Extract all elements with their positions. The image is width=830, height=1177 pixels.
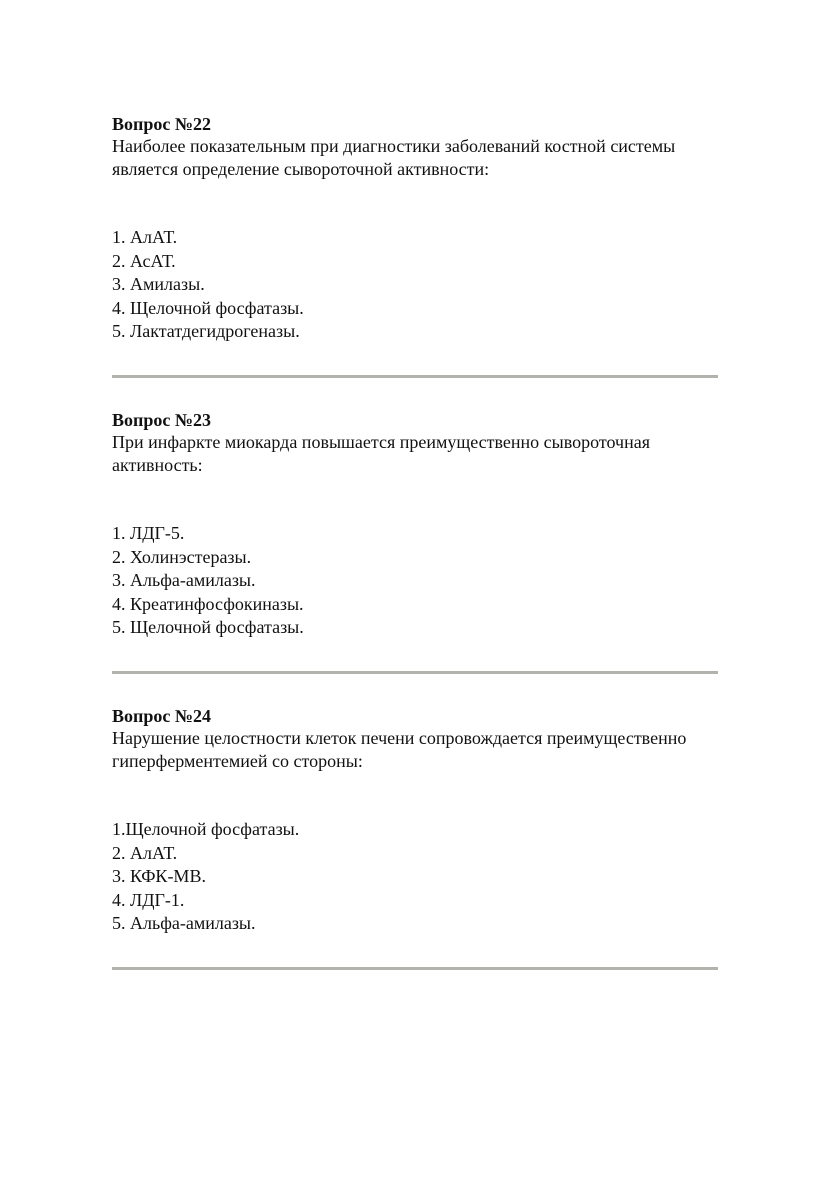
answer-option: 3. Амилазы. bbox=[112, 274, 205, 294]
answer-option: 4. Креатинфосфокиназы. bbox=[112, 593, 304, 614]
divider-line bbox=[112, 375, 718, 378]
question-text: При инфаркте миокарда повышается преимущественно сывороточная активность: bbox=[112, 432, 651, 475]
answer-option: 5. Лактатдегидрогеназы. bbox=[112, 321, 300, 341]
question-text: Наиболее показательным при диагностики заболеваний костной системы является определение сывороточной активности: bbox=[112, 136, 676, 179]
answer-options bbox=[112, 226, 304, 344]
answer-option: 1. ЛДГ-5. bbox=[112, 523, 185, 543]
question-24 bbox=[112, 705, 718, 1001]
answer-option: 2. АлАТ. bbox=[112, 842, 178, 863]
answer-option: 1. АлАТ. bbox=[112, 227, 178, 247]
question-text: Нарушение целостности клеток печени сопровождается преимущественно гиперферментемией со стороны: bbox=[112, 728, 687, 771]
answer-option: 5. Щелочной фосфатазы. bbox=[112, 617, 304, 637]
answer-option: 2. АсАТ. bbox=[112, 250, 176, 271]
answer-option: 3. Альфа-амилазы. bbox=[112, 570, 256, 590]
divider-line bbox=[112, 671, 718, 674]
answer-option: 4. Щелочной фосфатазы. bbox=[112, 297, 304, 318]
answer-options bbox=[112, 818, 299, 936]
divider-line bbox=[112, 967, 718, 970]
question-title: Вопрос №22 bbox=[112, 114, 211, 134]
answer-option: 3. КФК-МВ. bbox=[112, 866, 206, 886]
answer-option: 4. ЛДГ-1. bbox=[112, 889, 185, 910]
answer-options bbox=[112, 522, 304, 640]
question-23 bbox=[112, 409, 718, 705]
question-title: Вопрос №24 bbox=[112, 706, 211, 726]
test-page bbox=[112, 113, 718, 1001]
question-22 bbox=[112, 113, 718, 409]
answer-option: 1.Щелочной фосфатазы. bbox=[112, 819, 300, 839]
answer-option: 5. Альфа-амилазы. bbox=[112, 913, 256, 933]
answer-option: 2. Холинэстеразы. bbox=[112, 546, 252, 567]
question-title: Вопрос №23 bbox=[112, 410, 211, 430]
